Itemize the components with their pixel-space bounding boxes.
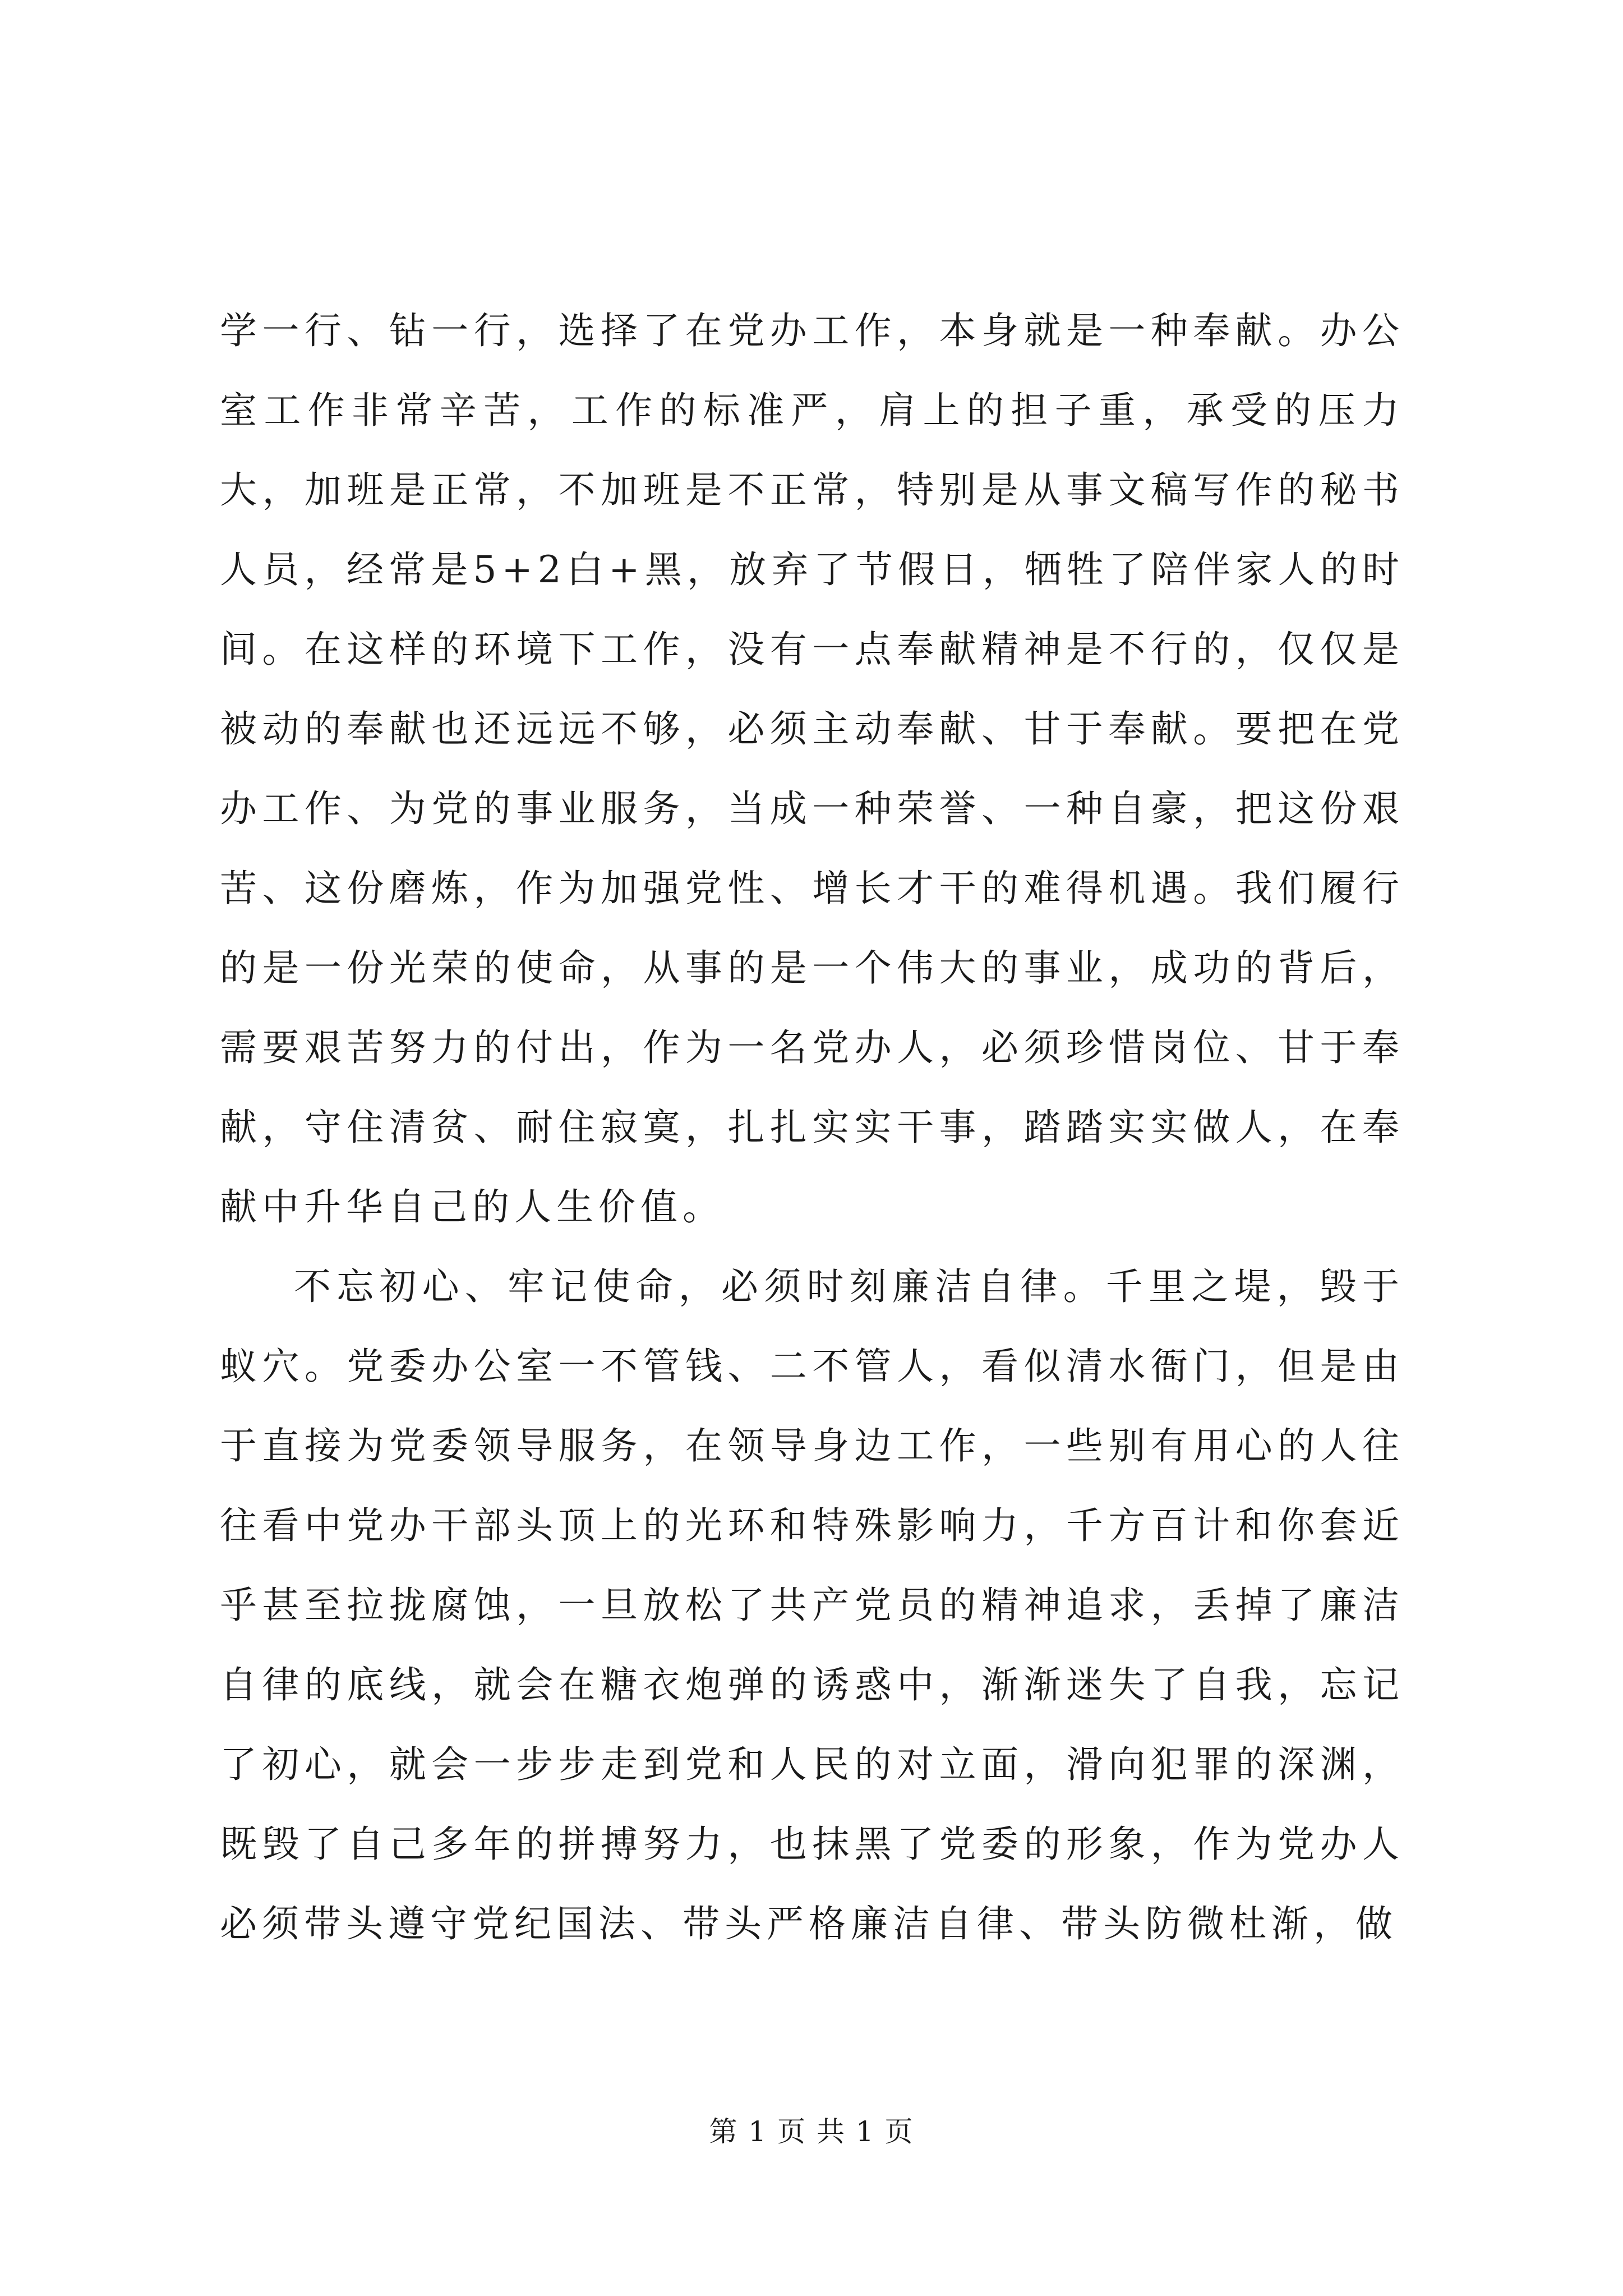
page-number-footer: 第 1 页 共 1 页 [709,2115,914,2148]
document-body [220,291,1404,1964]
paragraph-integrity: 不忘初心、牢记使命，必须时刻廉洁自律。千里之堤，毁于蚁穴。党委办公室一不管钱、二不管人，看似清水衙门，但是由于直接为党委领导服务，在领导身边工作，一些别有用心的人往往看中党办干部头顶上的光环和特殊影响力，千方百计和你套近乎甚至拉拢腐蚀，一旦放松了共产党员的精神追求，丢掉了廉洁自律的底线，就会在糖衣炮弹的诱惑中，渐渐迷失了自我，忘记了初心，就会一步步走到党和人民的对立面，滑向犯罪的深渊，既毁了自己多年的拼搏努力，也抹黑了党委的形象，作为党办人必须带头遵守党纪国法、带头严格廉洁自律、带头防微杜渐，做 [220,1265,1404,1945]
paragraph-dedication: 学一行、钻一行，选择了在党办工作，本身就是一种奉献。办公室工作非常辛苦，工作的标准严，肩上的担子重，承受的压力大，加班是正常，不加班是不正常，特别是从事文稿写作的秘书人员，经常是5+2白+黑，放弃了节假日，牺牲了陪伴家人的时间。在这样的环境下工作，没有一点奉献精神是不行的，仅仅是被动的奉献也还远远不够，必须主动奉献、甘于奉献。要把在党办工作、为党的事业服务，当成一种荣誉、一种自豪，把这份艰苦、这份磨炼，作为加强党性、增长才干的难得机遇。我们履行的是一份光荣的使命，从事的是一个伟大的事业，成功的背后，需要艰苦努力的付出，作为一名党办人，必须珍惜岗位、甘于奉献，守住清贫、耐住寂寞，扎扎实实干事，踏踏实实做人，在奉献中升华自己的人生价值。 [220,309,1404,1228]
